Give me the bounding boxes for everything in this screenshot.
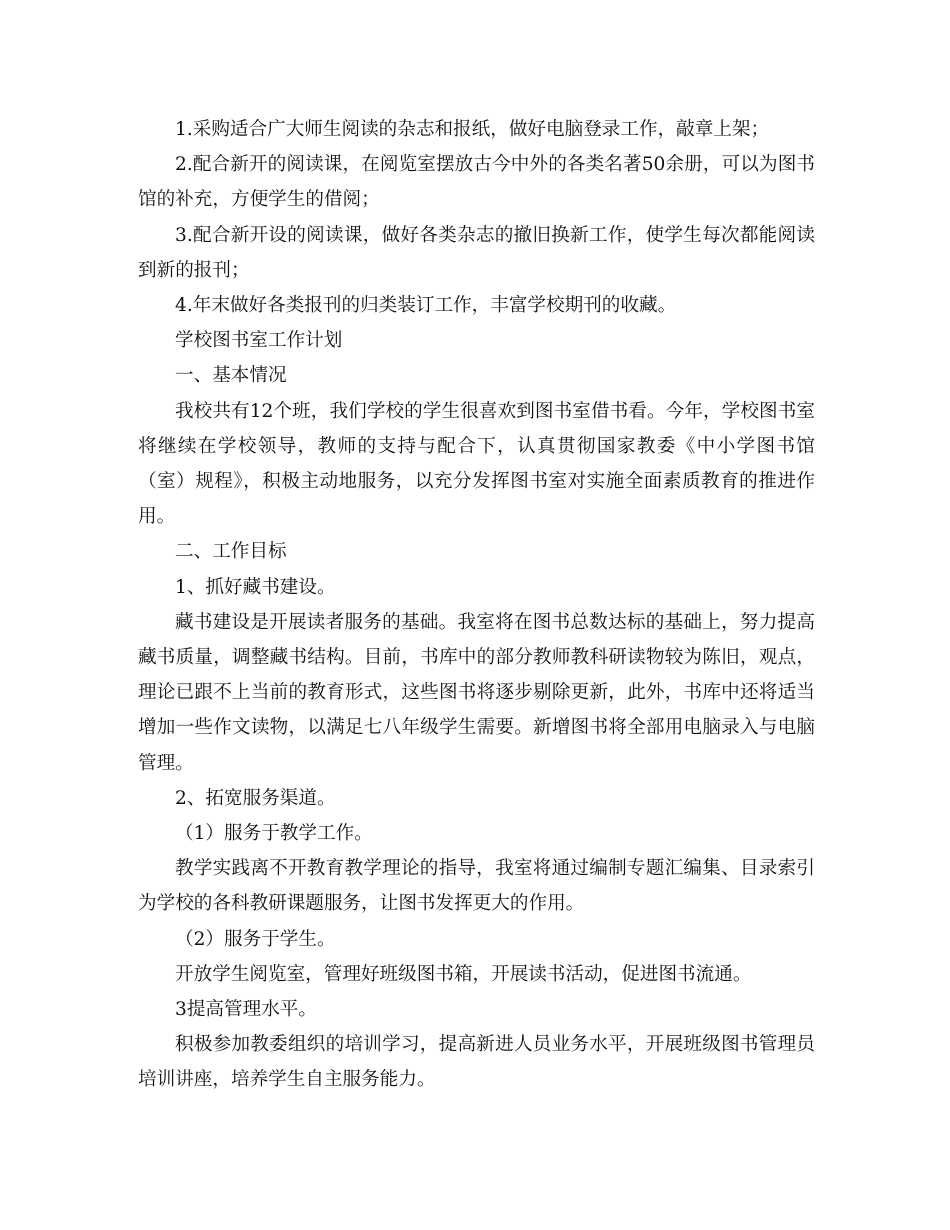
paragraph-serve-students: 开放学生阅览室，管理好班级图书箱，开展读书活动，促进图书流通。 [175,963,752,985]
section-title-library-plan: 学校图书室工作计划 [175,330,343,352]
paragraph-collection-building: 藏书建设是开展读者服务的基础。我室将在图书总数达标的基础上，努力提高藏书质量，调整藏书结构。目前，书库中的部分教师教科研读物较为陈旧，观点，理论已跟不上当前的教育形式，这些图书将逐步剔除更新，此外，书库中还将适当增加一些作文读物，以满足七八年级学生需要。新增图书将全部用电脑录入与电脑管理。 [138,611,815,774]
document-body [138,112,815,1098]
heading-work-goals: 二、工作目标 [175,541,287,563]
subheading-serve-students: （2）服务于学生。 [175,928,336,950]
paragraph-basic-situation: 我校共有12个班，我们学校的学生很喜欢到图书室借书看。今年，学校图书室将继续在学校领导，教师的支持与配合下，认真贯彻国家教委《中小学图书馆（室）规程》，积极主动地服务，以充分发挥图书室对实施全面素质教育的推进作用。 [138,400,815,528]
subheading-management-level: 3提高管理水平。 [175,999,317,1021]
heading-basic-situation: 一、基本情况 [175,365,287,387]
paragraph-reading-room-classics: 2.配合新开的阅读课，在阅览室摆放古今中外的各类名著50余册，可以为图书馆的补充，方便学生的借阅； [138,154,815,211]
paragraph-management-training: 积极参加教委组织的培训学习，提高新进人员业务水平，开展班级图书管理员培训讲座，培养学生自主服务能力。 [138,1034,815,1091]
paragraph-serve-teaching: 教学实践离不开教育教学理论的指导，我室将通过编制专题汇编集、目录索引为学校的各科教研课题服务，让图书发挥更大的作用。 [138,858,815,915]
subheading-serve-teaching: （1）服务于教学工作。 [175,823,373,845]
subheading-collection-building: 1、抓好藏书建设。 [175,576,336,598]
subheading-service-channels: 2、拓宽服务渠道。 [175,787,336,809]
paragraph-magazine-renewal: 3.配合新开设的阅读课，做好各类杂志的撤旧换新工作，使学生每次都能阅读到新的报刊； [138,224,815,281]
paragraph-year-end-binding: 4.年末做好各类报刊的归类装订工作，丰富学校期刊的收藏。 [175,295,677,317]
paragraph-purchase-magazines: 1.采购适合广大师生阅读的杂志和报纸，做好电脑登录工作，敲章上架； [175,119,770,140]
